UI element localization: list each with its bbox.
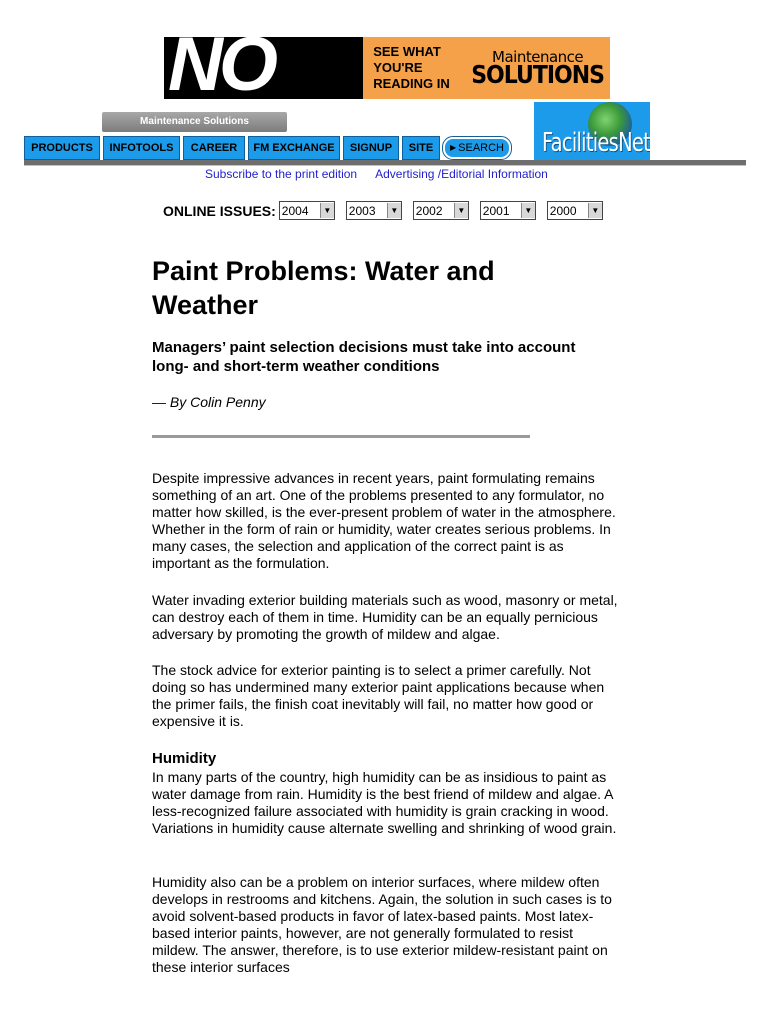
dropdown-arrow-icon: ▼ — [521, 203, 535, 218]
sub-links — [205, 167, 548, 181]
facilitiesnet-logo-text: FacilitiesNet — [542, 128, 650, 158]
nav-search-label: SEARCH — [458, 142, 504, 154]
play-arrow-icon: ▶ — [450, 143, 457, 152]
year-select-2004[interactable] — [279, 201, 335, 220]
subhead-humidity: Humidity — [152, 750, 217, 767]
nav-infotools[interactable]: INFOTOOLS — [103, 136, 180, 160]
year-select-value: 2003 — [348, 203, 376, 218]
banner-right-panel — [359, 37, 610, 99]
article-byline: — By Colin Penny — [152, 394, 266, 410]
main-nav — [24, 136, 650, 160]
year-select-2002[interactable] — [413, 201, 469, 220]
nav-career[interactable]: CAREER — [183, 136, 245, 160]
dropdown-arrow-icon: ▼ — [454, 203, 468, 218]
banner-left-panel — [164, 37, 359, 99]
dropdown-arrow-icon: ▼ — [320, 203, 334, 218]
nav-search-button[interactable] — [443, 137, 511, 159]
advertising-link[interactable]: Advertising /Editorial Information — [375, 167, 548, 181]
year-select-2003[interactable] — [346, 201, 402, 220]
subscribe-link[interactable]: Subscribe to the print edition — [205, 167, 358, 181]
nav-site[interactable]: SITE — [402, 136, 440, 160]
article-paragraph-1: Despite impressive advances in recent years, paint formulating remains something of an art. One of the problems presented to any formulator, no matter how skilled, is the ever-present problem of water in the atmosphere. Whether in the form of rain or humidity, water creates serious problems. In many cases, the selection and application of the correct paint is as important as the formulation. — [152, 470, 616, 571]
year-select-2001[interactable] — [480, 201, 536, 220]
article-paragraph-2: Water invading exterior building materials such as wood, masonry or metal, can destroy each of them in time. Humidity can be an equally pernicious adversary by promoting the growth of mildew and algae. — [152, 592, 618, 642]
year-select-value: 2004 — [281, 203, 309, 218]
banner-cta-line-1: SEE WHAT — [373, 44, 441, 59]
nav-fm-exchange[interactable]: FM EXCHANGE — [248, 136, 340, 160]
nav-products[interactable]: PRODUCTS — [24, 136, 100, 160]
article-title: Paint Problems: Water and Weather — [152, 256, 495, 320]
article-header — [152, 254, 620, 438]
article-rule — [152, 435, 530, 438]
banner-cta-line-2: YOU'RE — [373, 60, 423, 75]
banner-brand-top: Maintenance — [492, 47, 584, 66]
online-issues — [163, 201, 614, 220]
article-paragraph-3: The stock advice for exterior painting is to select a primer carefully. Not doing so has undermined many exterior paint applications because when the primer fails, the finish coat inevitably will fail, no matter how good or expensive it is. — [152, 662, 605, 729]
dropdown-arrow-icon: ▼ — [387, 203, 401, 218]
year-select-value: 2001 — [482, 203, 510, 218]
article-deck: Managers’ paint selection decisions must take into account long- and short-term weather conditions — [152, 339, 576, 375]
header-divider — [24, 160, 746, 166]
year-select-value: 2000 — [549, 203, 577, 218]
online-issues-label: ONLINE ISSUES: — [163, 202, 276, 219]
year-select-value: 2002 — [415, 203, 443, 218]
dropdown-arrow-icon: ▼ — [588, 203, 602, 218]
section-label: Maintenance Solutions — [102, 112, 287, 132]
humidity-paragraph-1: In many parts of the country, high humidity can be as insidious to paint as water damage from rain. Humidity is the best friend of mildew and algae. A less-recognized failure associated with humidity is grain cracking in wood. Variations in humidity cause alternate swelling and shrinking of wood grain. — [152, 769, 617, 836]
banner-brand-bottom: SOLUTIONS — [471, 60, 604, 90]
banner-cta-line-3: READING IN — [373, 76, 450, 91]
year-select-2000[interactable] — [547, 201, 603, 220]
humidity-paragraph-2: Humidity also can be a problem on interior surfaces, where mildew often develops in restrooms and kitchens. Again, the solution in such cases is to avoid solvent-based products in favor of latex-based paints. Most latex-based interior paints, however, are not generally formulated to resist mildew. The answer, therefore, is to use exterior mildew-resistant paint on these interior surfaces — [152, 874, 612, 975]
nav-signup[interactable]: SIGNUP — [343, 136, 399, 160]
banner-cta — [373, 44, 471, 92]
banner-no-text: NO — [168, 37, 274, 99]
banner-brand-logo — [471, 47, 604, 90]
top-banner-ad[interactable] — [164, 37, 610, 99]
